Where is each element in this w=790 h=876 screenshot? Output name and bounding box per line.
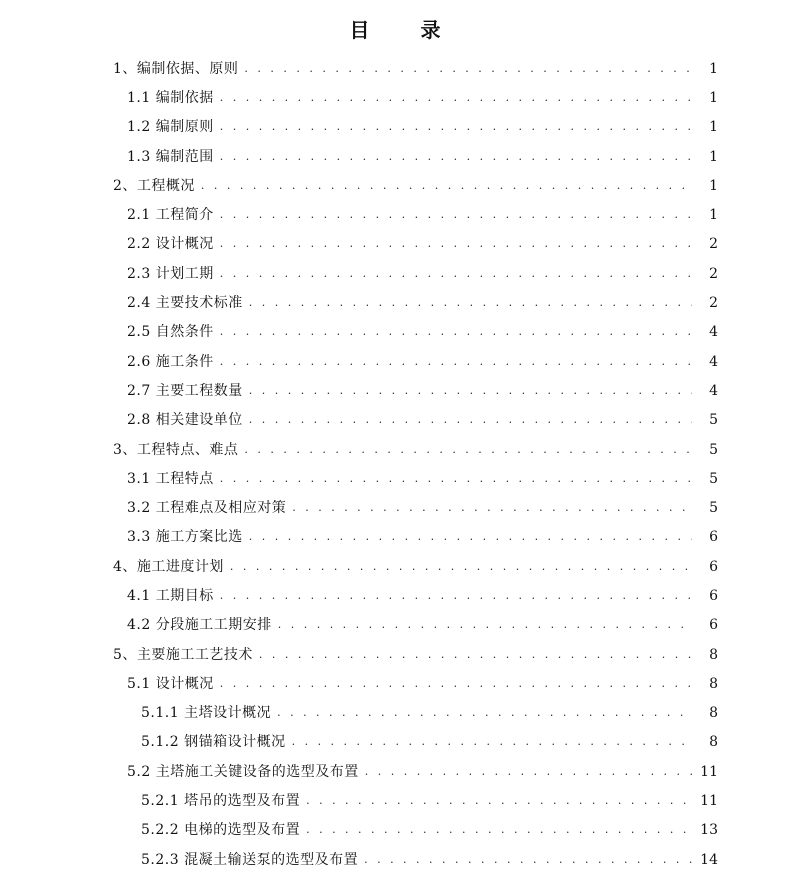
- dot-leader: [220, 353, 692, 371]
- toc-entry[interactable]: [0, 464, 790, 493]
- dot-leader: [244, 60, 692, 78]
- toc-entry[interactable]: [0, 669, 790, 698]
- toc-entry-page: 8: [709, 675, 718, 692]
- toc-entry-text: 1.2 编制原则: [127, 119, 214, 136]
- dot-leader: [220, 148, 692, 166]
- toc-entry[interactable]: [0, 786, 790, 815]
- toc-entry[interactable]: [0, 523, 790, 552]
- dot-leader: [306, 821, 692, 839]
- dot-leader: [278, 616, 692, 634]
- toc-entry-text: 3.2 工程难点及相应对策: [127, 500, 287, 517]
- toc-entry-text: 2.7 主要工程数量: [127, 382, 243, 399]
- dot-leader: [220, 675, 692, 693]
- toc-entry-text: 1、编制依据、原则: [113, 60, 239, 77]
- toc-entry[interactable]: [0, 581, 790, 610]
- toc-entry[interactable]: [0, 376, 790, 405]
- toc-entry-text: 5.2.1 塔吊的选型及布置: [141, 793, 301, 810]
- dot-leader: [220, 323, 692, 341]
- toc-entry-page: 4: [709, 324, 718, 341]
- toc-entry-page: 5: [709, 441, 718, 458]
- toc-entry[interactable]: [0, 142, 790, 171]
- toc-entry[interactable]: [0, 406, 790, 435]
- toc-entry[interactable]: [0, 288, 790, 317]
- toc-entry[interactable]: [0, 113, 790, 142]
- toc-entry-text: 5.1 设计概况: [127, 675, 214, 692]
- toc-entry-page: 8: [709, 734, 718, 751]
- toc-entry-page: 1: [709, 148, 718, 165]
- toc-entry-text: 3.3 施工方案比选: [127, 529, 243, 546]
- toc-entry-page: 5: [709, 470, 718, 487]
- dot-leader: [220, 235, 692, 253]
- dot-leader: [249, 294, 692, 312]
- toc-entry-text: 4、施工进度计划: [113, 558, 224, 575]
- dot-leader: [249, 528, 692, 546]
- toc-entry-text: 5、主要施工工艺技术: [113, 646, 253, 663]
- toc-entry-page: 1: [709, 177, 718, 194]
- dot-leader: [277, 704, 692, 722]
- toc-entry-text: 2.5 自然条件: [127, 324, 214, 341]
- toc-entry[interactable]: [0, 728, 790, 757]
- toc-entry-page: 4: [709, 382, 718, 399]
- toc-entry-text: 5.2.2 电梯的选型及布置: [141, 822, 301, 839]
- dot-leader: [306, 792, 692, 810]
- toc-entry[interactable]: [0, 83, 790, 112]
- toc-entry-text: 5.1.1 主塔设计概况: [141, 705, 272, 722]
- toc-entry-page: 11: [700, 793, 718, 810]
- dot-leader: [220, 587, 692, 605]
- toc-entry-text: 2、工程概况: [113, 177, 195, 194]
- toc-entry-page: 5: [709, 500, 718, 517]
- toc-entry-text: 1.1 编制依据: [127, 89, 214, 106]
- toc-entry-page: 1: [709, 207, 718, 224]
- toc-entry[interactable]: [0, 435, 790, 464]
- toc-title: 目 录: [349, 18, 463, 42]
- dot-leader: [220, 470, 692, 488]
- toc-entry[interactable]: [0, 54, 790, 83]
- toc-entry[interactable]: [0, 259, 790, 288]
- dot-leader: [259, 646, 692, 664]
- toc-entry-page: 2: [709, 295, 718, 312]
- dot-leader: [249, 411, 692, 429]
- toc-entry[interactable]: [0, 845, 790, 874]
- toc-entry[interactable]: [0, 699, 790, 728]
- dot-leader: [364, 851, 692, 869]
- toc-entry-text: 5.2.3 混凝土输送泵的选型及布置: [141, 851, 359, 868]
- toc-entry-page: 8: [709, 705, 718, 722]
- dot-leader: [292, 499, 692, 517]
- toc-entry-text: 2.8 相关建设单位: [127, 412, 243, 429]
- toc-entry-page: 6: [709, 617, 718, 634]
- dot-leader: [365, 763, 692, 781]
- toc-entry-text: 2.4 主要技术标准: [127, 295, 243, 312]
- toc-entry-page: 1: [709, 89, 718, 106]
- toc-entry[interactable]: [0, 552, 790, 581]
- toc-entry-page: 11: [700, 763, 718, 780]
- toc-entry-page: 4: [709, 353, 718, 370]
- toc-entry-page: 8: [709, 646, 718, 663]
- toc-entry[interactable]: [0, 493, 790, 522]
- toc-entry-page: 2: [709, 265, 718, 282]
- toc-entry-page: 5: [709, 412, 718, 429]
- toc-entry[interactable]: [0, 200, 790, 229]
- dot-leader: [249, 382, 692, 400]
- dot-leader: [220, 265, 692, 283]
- toc-entry-text: 2.3 计划工期: [127, 265, 214, 282]
- dot-leader: [244, 441, 692, 459]
- toc-entry-text: 2.6 施工条件: [127, 353, 214, 370]
- toc-entry-text: 2.2 设计概况: [127, 236, 214, 253]
- toc-entry-page: 1: [709, 119, 718, 136]
- toc-entry-text: 3、工程特点、难点: [113, 441, 239, 458]
- dot-leader: [292, 733, 692, 751]
- toc-entry[interactable]: [0, 757, 790, 786]
- toc-entry-page: 13: [700, 822, 718, 839]
- toc-entry-page: 14: [700, 851, 718, 868]
- toc-entry[interactable]: [0, 347, 790, 376]
- toc-entry-text: 5.1.2 钢锚箱设计概况: [141, 734, 286, 751]
- table-of-contents: [0, 54, 790, 874]
- toc-entry-page: 6: [709, 587, 718, 604]
- toc-entry-page: 6: [709, 558, 718, 575]
- toc-entry[interactable]: [0, 816, 790, 845]
- dot-leader: [220, 118, 692, 136]
- toc-entry-text: 2.1 工程简介: [127, 207, 214, 224]
- dot-leader: [220, 89, 692, 107]
- toc-entry[interactable]: [0, 171, 790, 200]
- toc-entry-text: 3.1 工程特点: [127, 470, 214, 487]
- dot-leader: [230, 558, 692, 576]
- toc-entry-text: 4.2 分段施工工期安排: [127, 617, 272, 634]
- toc-entry[interactable]: [0, 230, 790, 259]
- toc-entry-page: 6: [709, 529, 718, 546]
- toc-entry-page: 2: [709, 236, 718, 253]
- toc-entry-text: 5.2 主塔施工关键设备的选型及布置: [127, 763, 359, 780]
- toc-entry-page: 1: [709, 60, 718, 77]
- dot-leader: [201, 177, 692, 195]
- dot-leader: [220, 206, 692, 224]
- toc-entry-text: 1.3 编制范围: [127, 148, 214, 165]
- toc-entry[interactable]: [0, 611, 790, 640]
- toc-entry[interactable]: [0, 640, 790, 669]
- toc-entry-text: 4.1 工期目标: [127, 587, 214, 604]
- toc-entry[interactable]: [0, 318, 790, 347]
